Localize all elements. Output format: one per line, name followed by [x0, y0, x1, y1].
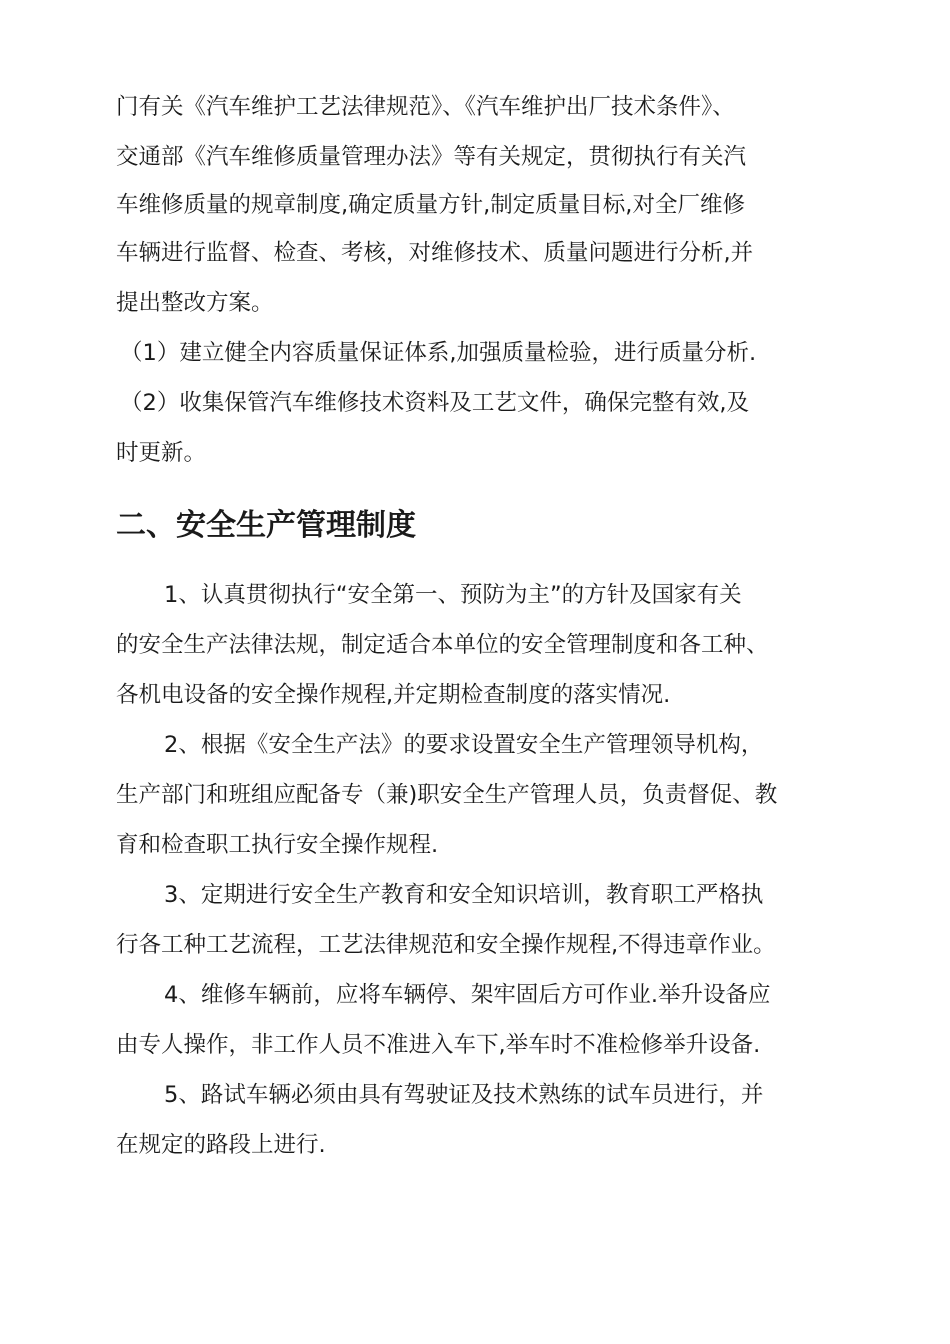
paragraph-first-line: 1、认真贯彻执行“安全第一、预防为主”的方针及国家有关: [164, 582, 742, 608]
text-line: 在规定的路段上进行.: [116, 1132, 326, 1158]
list-item: （1）建立健全内容质量保证体系,加强质量检验，进行质量分析.: [120, 340, 757, 366]
section-heading: 二、安全生产管理制度: [116, 508, 416, 543]
text-line: 车辆进行监督、检查、考核，对维修技术、质量问题进行分析,并: [116, 240, 754, 266]
text-line: 各机电设备的安全操作规程,并定期检查制度的落实情况.: [116, 682, 671, 708]
text-line: 的安全生产法律法规，制定适合本单位的安全管理制度和各工种、: [116, 632, 769, 658]
paragraph-first-line: 4、维修车辆前，应将车辆停、架牢固后方可作业.举升设备应: [164, 982, 771, 1008]
text-line: 行各工种工艺流程，工艺法律规范和安全操作规程,不得违章作业。: [116, 932, 776, 958]
text-line: 车维修质量的规章制度,确定质量方针,制定质量目标,对全厂维修: [116, 192, 745, 218]
text-line: 育和检查职工执行安全操作规程.: [116, 832, 439, 858]
text-line: 交通部《汽车维修质量管理办法》等有关规定，贯彻执行有关汽: [116, 144, 747, 170]
paragraph-first-line: 2、根据《安全生产法》的要求设置安全生产管理领导机构，: [164, 732, 764, 758]
text-line: 提出整改方案。: [116, 290, 274, 316]
text-line: 由专人操作，非工作人员不准进入车下,举车时不准检修举升设备.: [116, 1032, 761, 1058]
text-line: 门有关《汽车维护工艺法律规范》、《汽车维护出厂技术条件》、: [116, 94, 735, 120]
text-line: 时更新。: [116, 440, 207, 466]
paragraph-first-line: 3、定期进行安全生产教育和安全知识培训，教育职工严格执: [164, 882, 764, 908]
text-line: 生产部门和班组应配备专（兼)职安全生产管理人员，负责督促、教: [116, 782, 778, 808]
paragraph-first-line: 5、路试车辆必须由具有驾驶证及技术熟练的试车员进行，并: [164, 1082, 764, 1108]
list-item: （2）收集保管汽车维修技术资料及工艺文件，确保完整有效,及: [120, 390, 749, 416]
